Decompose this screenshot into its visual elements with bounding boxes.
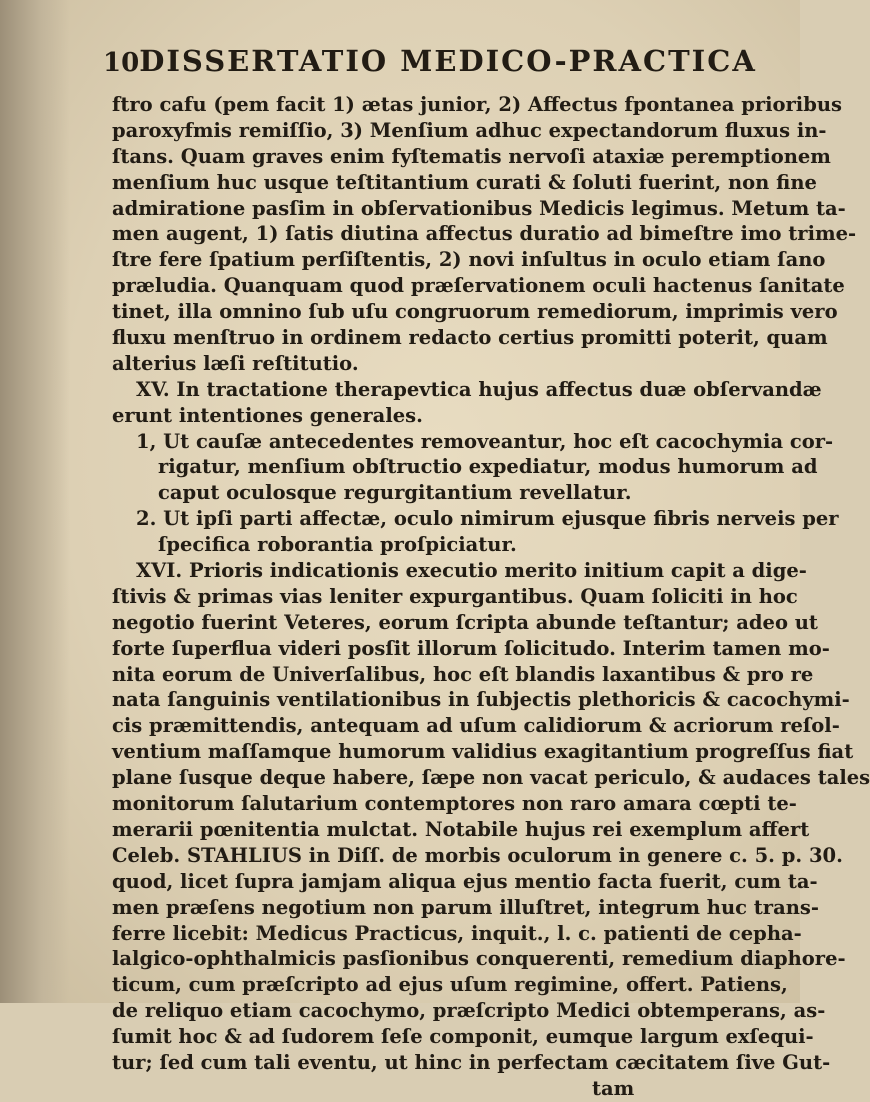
text-line: de reliquo etiam cacochymo, præſcripto Medici obtemperans, as-	[112, 999, 826, 1023]
text-line: 1, Ut cauſæ antecedentes removeantur, hoc eſt cacochymia cor-	[136, 429, 834, 453]
text-line: XVI. Prioris indicationis executio merito initium capit a dige-	[136, 559, 807, 583]
text-line: monitorum ſalutarium contemptores non raro amara cœpti te-	[112, 792, 797, 816]
text-line: men augent, 1) ſatis diutina affectus duratio ad bimeſtre imo trime-	[112, 222, 857, 246]
text-line: merarii pœnitentia mulctat. Notabile hujus rei exemplum affert	[112, 817, 810, 841]
text-line: 2. Ut ipſi parti affectæ, oculo nimirum ejusque fibris nerveis per	[136, 507, 839, 531]
text-line: ferre licebit: Medicus Practicus, inquit., l. c. patienti de cepha-	[112, 921, 802, 945]
text-line: cis præmittendis, antequam ad uſum calidiorum & acriorum reſol-	[112, 714, 840, 738]
text-line: rigatur, menſium obſtructio expediatur, modus humorum ad	[158, 455, 818, 479]
text-line: negotio fuerint Veteres, eorum ſcripta abunde teſtantur; adeo ut	[112, 610, 818, 634]
text-line: nata ſanguinis ventilationibus in ſubjectis plethoricis & cacochymi-	[112, 688, 850, 712]
page-gutter-shadow	[0, 0, 70, 1003]
page-header	[103, 44, 757, 88]
text-line: Celeb. STAHLIUS in Diſſ. de morbis oculorum in genere c. 5. p. 30.	[112, 843, 843, 867]
text-line: ticum, cum præſcripto ad ejus uſum regimine, offert. Patiens,	[112, 973, 788, 997]
text-line: præludia. Quanquam quod præſervationem oculi hactenus ſanitate	[112, 274, 845, 298]
text-line: plane ſusque deque habere, ſæpe non vacat periculo, & audaces tales	[112, 766, 870, 790]
text-line: ſtans. Quam graves enim fyſtematis nervoſi ataxiæ peremptionem	[112, 144, 831, 168]
text-line: XV. In tractatione therapevtica hujus affectus duæ obſervandæ	[136, 377, 822, 401]
text-line: ftro cafu (pem facit 1) ætas junior, 2) Affectus fpontanea prioribus	[112, 93, 842, 116]
text-line: ventium maſſamque humorum validius exagitantium progreſſus fiat	[112, 740, 854, 764]
text-line: ſtre fere ſpatium perſiſtentis, 2) novi inſultus in oculo etiam ſano	[112, 248, 826, 272]
text-line: nita eorum de Univerſalibus, hoc eſt blandis laxantibus & pro re	[112, 662, 814, 686]
text-line: ſpecifica roborantia proſpiciatur.	[158, 533, 517, 557]
text-line: caput oculosque regurgitantium revellatur.	[158, 481, 632, 505]
text-line: forte ſuperflua videri posſit illorum ſolicitudo. Interim tamen mo-	[112, 636, 830, 660]
text-line: ſtivis & primas vias leniter expurgantibus. Quam ſoliciti in hoc	[112, 584, 798, 608]
text-line: paroxyfmis remiſſio, 3) Menſium adhuc expectandorum fluxus in-	[112, 118, 827, 142]
text-line: tam	[592, 1076, 635, 1100]
text-line: ſumit hoc & ad ſudorem ſeſe componit, eumque largum exſequi-	[112, 1025, 814, 1049]
page-number: 10	[103, 48, 140, 78]
text-line: fluxu menſtruo in ordinem redacto certius promitti poterit, quam	[112, 326, 828, 350]
running-title: DISSERTATIO MEDICO-PRACTICA	[139, 44, 757, 78]
text-line: tur; ſed cum tali eventu, ut hinc in perfectam cæcitatem ſive Gut-	[112, 1050, 831, 1074]
body-text	[112, 92, 870, 1102]
text-line: erunt intentiones generales.	[112, 403, 423, 427]
text-line: admiratione pasſim in obſervationibus Medicis legimus. Metum ta-	[112, 196, 846, 220]
text-line: alterius læſi reſtitutio.	[112, 351, 359, 375]
text-line: quod, licet ſupra jamjam aliqua ejus mentio facta fuerit, cum ta-	[112, 869, 818, 893]
text-line: men præſens negotium non parum illuſtret, integrum huc trans-	[112, 895, 819, 919]
text-line: tinet, illa omnino ſub uſu congruorum remediorum, imprimis vero	[112, 300, 838, 324]
text-line: lalgico-ophthalmicis pasſionibus conquerenti, remedium diaphore-	[112, 947, 846, 971]
text-line: menſium huc usque teſtitantium curati & ſoluti fuerint, non fine	[112, 170, 817, 194]
